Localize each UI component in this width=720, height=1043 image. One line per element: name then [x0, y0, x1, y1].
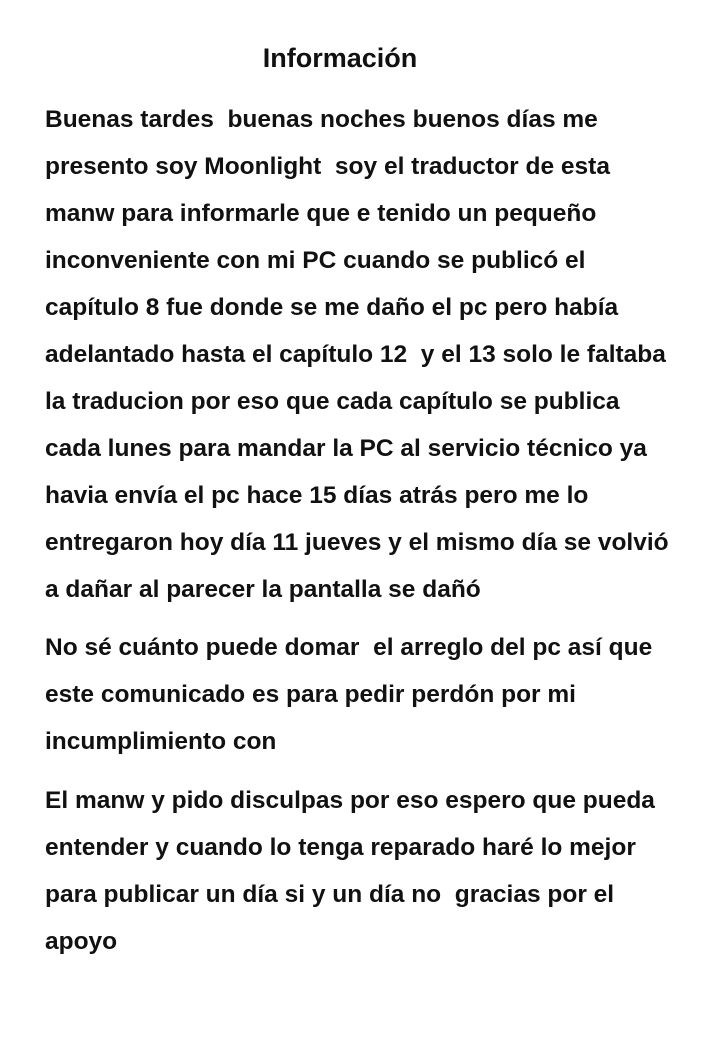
- paragraph-2: [45, 624, 705, 765]
- paragraph-1: [45, 96, 705, 613]
- paragraph-line: entender y cuando lo tenga reparado haré lo mejor: [45, 834, 636, 861]
- paragraph-line: havia envía el pc hace 15 días atrás pero me lo: [45, 482, 589, 509]
- paragraph-line: presento soy Moonlight soy el traductor de esta: [45, 153, 610, 180]
- paragraph-line: El manw y pido disculpas por eso espero que pueda: [45, 787, 655, 814]
- paragraph-line: apoyo: [45, 928, 118, 955]
- paragraph-line: este comunicado es para pedir perdón por mi: [45, 681, 576, 708]
- paragraph-3: [45, 777, 705, 965]
- paragraph-line: entregaron hoy día 11 jueves y el mismo día se volvió: [45, 529, 669, 556]
- paragraph-line: incumplimiento con: [45, 728, 277, 755]
- paragraph-line: manw para informarle que e tenido un pequeño: [45, 200, 597, 227]
- paragraph-line: para publicar un día si y un día no gracias por el: [45, 881, 615, 908]
- page-title: Información: [262, 43, 418, 73]
- paragraph-line: inconveniente con mi PC cuando se publicó el: [45, 247, 586, 274]
- paragraph-line: capítulo 8 fue donde se me daño el pc pero había: [45, 294, 619, 321]
- paragraph-line: la traducion por eso que cada capítulo se publica: [45, 388, 620, 415]
- paragraph-line: cada lunes para mandar la PC al servicio técnico ya: [45, 435, 647, 462]
- paragraph-line: adelantado hasta el capítulo 12 y el 13 solo le faltaba: [45, 341, 666, 368]
- paragraph-line: No sé cuánto puede domar el arreglo del pc así que: [45, 634, 653, 661]
- paragraph-line: a dañar al parecer la pantalla se dañó: [45, 576, 481, 603]
- paragraph-line: Buenas tardes buenas noches buenos días me: [45, 106, 598, 133]
